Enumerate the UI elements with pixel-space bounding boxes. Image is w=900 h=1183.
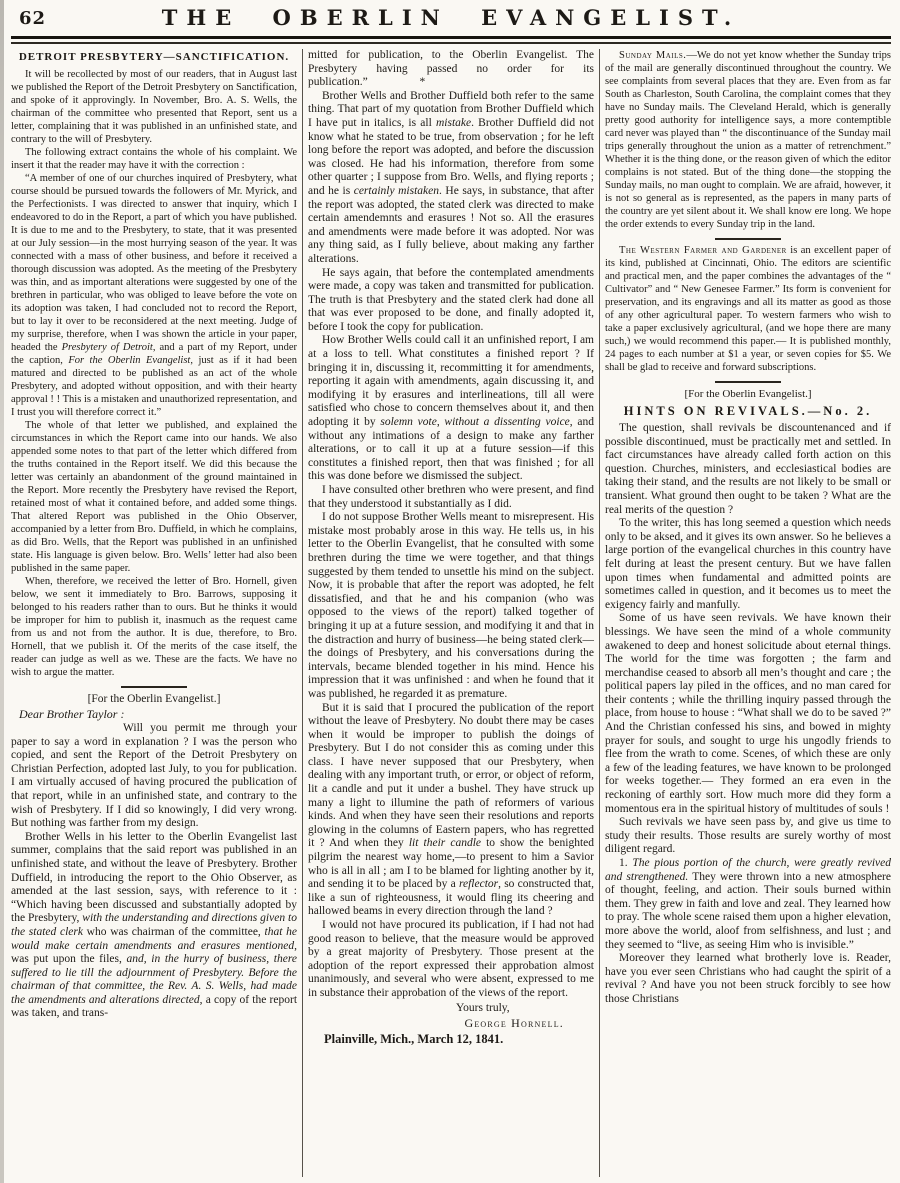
paragraph: 1. The pious portion of the church, were greatly revived and strengthened. They were thrown into a new atmosphere of thought, feeling, and action. Their souls burned within them. They grew in faith and love and zeal. They learned how to pray. The whole scene raised them upon a higher elevation, more above the world, aloof from selfishness, and lust ; and they seemed to “live, as seeing Him who is invisible.” bbox=[605, 857, 891, 951]
paragraph: The whole of that letter we published, and explained the circumstances in which the Report came into our hands. We also appended some notes to that part of the letter which differed from the truths contained in the Report itself. We did this because the letter was certainly an abandonment of the ground maintained in the Report. More recently the Presbytery have revised the Report, retained most of what it contained before, and added some things. That altered Report was published in the Ohio Observer, accompanied by a letter from Bro. Duffield, in which he complains, as did Bro. Wells, that the Report was published in an unfinished state. His language is given below. Bro. Wells’ letter had also been published in the same paper. bbox=[11, 420, 297, 574]
letter-signature: George Hornell. bbox=[464, 1015, 564, 1030]
contribution-credit: [For the Oberlin Evangelist.] bbox=[684, 388, 812, 400]
paragraph: I do not suppose Brother Wells meant to misrepresent. His mistake most probably arose in this way. He tells us, in his letter to the Oberlin Evangelist, that he consulted with some brethren during the time we were together, and that things suggested by them tended to unsettle his mind on the subject. Now, it is probable that after the report was adopted, he felt dissatisfied, and that he and his companion (who was opposed to the views of the report) talked together of bringing it up at a future session, and modifying it and that in the distraction and hurry of business—he being stated clerk—the doings of Presbytery, and his conversations during the intervals, became blended together in his mind. Hence his impression that it was unfinished : and when he found that it was published, he regarded it as premature. bbox=[308, 511, 594, 700]
column-layout bbox=[11, 49, 891, 1177]
paragraph: It will be recollected by most of our readers, that in August last we published the Report of the Detroit Presbytery on Sanctification, and spoke of it approvingly. In November, Bro. A. S. Wells, the chairman of the committee who presented that Report, sent us a letter, complaining that it was published in an unfinished state, and contrary to the will of Presbytery. bbox=[11, 69, 297, 145]
small-caps-lead: The Western Farmer and Gardener bbox=[619, 245, 787, 256]
paragraph: The Western Farmer and Gardener is an excellent paper of its kind, published at Cincinnati, Ohio. The editors are scientific and practical men, and the paper combines the advantages of the “ Cultivator” and “ New Genesee Farmer.” Its form is convenient for preservation, and its engravings and all its matter as good as those of any other agricultural paper. To western farmers who wish to take a paper exclusively agricultural, (and we hope there are many such,) we would recommend this paper.— It is published monthly, 24 pages to each number at $1 a year, or seven copies for $5. We shall be glad to receive and forward subscriptions. bbox=[605, 245, 891, 373]
paragraph: Sunday Mails.—We do not yet know whether the Sunday trips of the mail are generally discontinued throughout the country. We see complaints from several places that they are. Even from as far South as Charleston, South Carolina, the complaint comes that they have no Sunday mails. The Cleveland Herald, which is generally pretty good authority for intelligence says, a more contemptible card never was played than “ the discontinuance of the Sunday mail trips generally throughout the union as a matter of retrenchment.” Whether it is the thing done, or the reason given of which the editor complains is not stated. But of the thing done—the stopping the Sunday mails, no man ought to complain. We are afraid, however, it is not so general as is represented, as the papers in many parts of the country are yet silent about it. We shall know ere long. We hope the order extends to every Sunday trip in the land. bbox=[605, 50, 891, 230]
divider-line bbox=[121, 686, 187, 688]
masthead-title: THE OBERLIN EVANGELIST. bbox=[161, 5, 741, 30]
paragraph: But it is said that I procured the publication of the report without the leave of Presbytery. No doubt there may be cases when it would be improper to publish the doings of Presbytery. But I do not consider this as coming under this class. I have never supposed that our Presbytery, when dealing with any important truth, or error, or object of reform, lit a candle and put it under a bushel. They have struck up many a light to illumine the path of reformers of various kinds. And when they have seen their resolutions and reports glowing in the columns of Eastern papers, who has regretted it ? And when they lit their candle to show the benighted pilgrim the nearest way home,—to present to him a Savior who is all in all ; am I to be blamed for lighting another by it, and sending it to be placed by a reflector, so constructed that, like a sun of righteousness, it would fling its cheering and hallowed beams in every direction through the land ? bbox=[308, 701, 594, 918]
column-1 bbox=[11, 49, 297, 1177]
paragraph: He says again, that before the contemplated amendments were made, a copy was taken and transmitted for publication. The truth is that Presbytery and the stated clerk had done all that was ever proposed to be done, and finally adopted it, before I took the copy for publication. bbox=[308, 266, 594, 333]
section-divider bbox=[605, 374, 891, 387]
article-title: HINTS ON REVIVALS.—No. 2. bbox=[623, 404, 873, 418]
paragraph: “A member of one of our churches inquired of Presbytery, what course should be pursued towards the followers of Mr. Myrick, and the Perfectionists. I was directed to answer that inquiry, which I endeavored to do in the Report, a part of which you have published. It is due to me and to the Presbytery, to state, that it was presented at our July session—in the most hurrying season of the year. It was connected with a mass of other business, and before it received a thorough discussion was adopted. As the meeting of the Presbytery was thin, and as important alterations were suggested by one of the brethren in particular, who was obliged to leave before the vote on its adoption was taken, I had concluded not to record the Report, but to lay it over to be reconsidered at the next meeting. Judge of my surprise, therefore, when I was shown the article in your paper, headed the Presbytery of Detroit, and a part of my Report, under the caption, For the Oberlin Evangelist, just as if it had been matured and directed to be published as an act of the whole Presbytery, and adopted without opposition, and with their hearty approval ! ! This is a mistaken and unauthorized representation, and I trust you will therefore correct it.” bbox=[11, 173, 297, 418]
contribution-credit: [For the Oberlin Evangelist.] bbox=[87, 693, 221, 705]
paragraph: Brother Wells and Brother Duffield both refer to the same thing. That part of my quotation from Brother Duffield which I have put in italics, is all mistake. Brother Duffield did not know what he stated to be true, from observation ; for he left long before the report was adopted, and before the discussion was closed. He had his information, therefore from some other quarter ; I suppose from Bro. Wells, and flying reports ; and he is certainly mistaken. He says, in substance, that after the report was adopted, the stated clerk was directed to make certain amendemnts and erasures ! Not so. All the erasures and amendments were made before it was adopted. Nor was any thing said, as I fully believe, about making any farther alterations. bbox=[308, 89, 594, 265]
divider-line bbox=[715, 238, 781, 240]
section-divider bbox=[605, 231, 891, 244]
masthead-row bbox=[11, 5, 891, 33]
paragraph: Moreover they learned what brotherly love is. Reader, have you ever seen Christians who had caught the spirit of a revival ? And have you not been struck forcibly to see how those Christians bbox=[605, 952, 891, 1005]
paragraph: Such revivals we have seen pass by, and give us time to study their results. Those results are surely worthy of most diligent regard. bbox=[605, 816, 891, 856]
column-divider-2 bbox=[599, 49, 600, 1177]
paragraph: I would not have procured its publication, if I had not had good reason to believe, that the measure would be approved by a great majority of Presbytery. Those present at the adoption of the report expressed their approbation almost unanimously, and several who were absent, expressed to me in substance their approbation of the views of the report. bbox=[308, 919, 594, 999]
column-3 bbox=[605, 49, 891, 1177]
letter-dateline: Plainville, Mich., March 12, 1841. bbox=[324, 1031, 504, 1046]
masthead-rule bbox=[11, 36, 891, 44]
divider-line bbox=[715, 381, 781, 383]
letter-salutation: Dear Brother Taylor : bbox=[19, 707, 125, 721]
paragraph: The following extract contains the whole of his complaint. We insert it that the reader may have it with the correction : bbox=[11, 147, 297, 171]
paragraph: mitted for publication, to the Oberlin Evangelist. The Presbytery having passed no order for its publication.” * bbox=[308, 49, 594, 89]
page-number: 62 bbox=[19, 8, 47, 29]
column-divider-1 bbox=[302, 49, 303, 1177]
paragraph: Will you permit me through your paper to say a word in explanation ? I was the person who copied, and sent the Report of the Detroit Presbytery on Christian Perfection, adopted last July, to you for publication. I am virtually accused of having procured the publication of that report, while in an unfinished state, and contrary to the wish of Presbytery. If I did so knowingly, I did very wrong. But nothing was farther from my design. bbox=[11, 722, 297, 830]
paragraph: I have consulted other brethren who were present, and find that they understood it substantially as I did. bbox=[308, 484, 594, 510]
letter-signoff: Yours truly, bbox=[456, 1001, 510, 1014]
section-heading: DETROIT PRESBYTERY—SANCTIFICATION. bbox=[18, 51, 290, 63]
paragraph: When, therefore, we received the letter of Bro. Hornell, given below, we sent it immediately to Bro. Barrows, supposing it belonged to his readers rather than to ours. But he thinks it would be improper for him to publish it, inasmuch as the request came from us and not from the author. It is due, therefore, to Bro. Hornell, that we publish it. Of the merits of the case itself, the reader can judge as well as we. These are the facts. We have no wish to argue the matter. bbox=[11, 576, 297, 678]
column-2 bbox=[308, 49, 594, 1177]
paragraph: Some of us have seen revivals. We have known their blessings. We have seen the mind of a whole community awakened to deep and honest solicitude about eternal things. The world for the time was forgotten ; the farm and merchandise ceased to absorb all men’s thought and care ; the political papers lay piled in the offices, and no man cared for their contents ; while the thrilling inquiry passed through the place, from house to house : “What shall we do to be saved ?” And the Christian confessed his sins, and bowed in mighty prayer for souls, and sought to urge his ungodly friends to flee from the wrath to come. Scenes, of which these are only a few of the leading features, we have known to be prolonged for weeks together.— They formed an era even in the reckoning of earthly sort. How much more did they form a momentous era in the spiritual history of multitudes of souls ! bbox=[605, 612, 891, 815]
paragraph: How Brother Wells could call it an unfinished report, I am at a loss to tell. What constitutes a finished report ? If bringing it in, discussing it, recommitting it for amendments, reporting it again with amendments, again discussing it, and modifying it by erasures and interlineations, till all were satisfied who chose to concern themselves about it, and then adopting it by solemn vote, without a dissenting voice, and without any intimations of a design to make any farther alterations, or to call it up at a future session—if this constitutes a finished report, then that was finished ; for all this was done before we dismissed the subject. bbox=[308, 334, 594, 483]
small-caps-lead: Sunday Mails. bbox=[619, 50, 687, 61]
section-divider bbox=[11, 679, 297, 692]
paragraph: Brother Wells in his letter to the Oberlin Evangelist last summer, complains that the said report was published in an unfinished state, and without the leave of Presbytery. Brother Duffield, in introducing the report to the Ohio Observer, as amended at the last session, says, with reference to it : “Which having been discussed and substantially adopted by the Presbytery, with the understanding and directions given to the stated clerk who was chairman of the committee, that he would make certain amendments and erasures mentioned, was put upon the files, and, in the hurry of business, there suffered to lie till the adjournment of Presbytery. Before the chairman of that committee, the Rev. A. S. Wells, had made the amendments and alterations directed, a copy of the report was taken, and trans- bbox=[11, 830, 297, 1020]
paragraph: To the writer, this has long seemed a question which needs only to be aksed, and it gives its own answer. So he believes a large portion of the evangelical churches in this country have felt during at least the present century. But we have fallen upon times when fundamental and admitted points are sometimes called in question, and it becomes us to meet the exigency fairly and manfully. bbox=[605, 517, 891, 611]
paragraph: The question, shall revivals be discountenanced and if possible discontinued, must be practically met and settled. In fact circumstances have already called forth action on this question. Churches, ministers, and ecclesiastical bodies are taking their stand, and the results are not likely to be small or transient. What ground then ought to be taken ? What are the real merits of the question ? bbox=[605, 422, 891, 516]
